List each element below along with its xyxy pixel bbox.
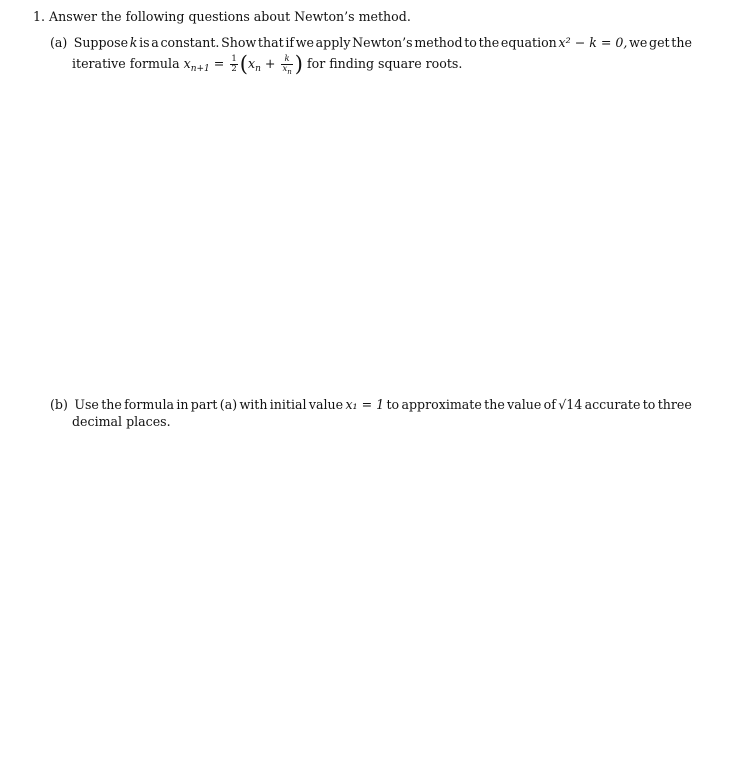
word: formula (124, 397, 174, 412)
text-iterative-formula: iterative formula (72, 56, 180, 71)
text-decimal-places: decimal places. (72, 414, 171, 429)
part-b-line-2 (50, 413, 700, 430)
part-a (50, 34, 700, 74)
word: a (151, 35, 159, 50)
word: part (190, 397, 218, 412)
formula-plus: + (260, 56, 280, 71)
word: apply (315, 35, 351, 50)
text-for-finding: for finding square roots. (306, 56, 463, 71)
word: accurate (584, 397, 641, 412)
word: is (139, 35, 150, 50)
formula (183, 52, 307, 76)
part-a-line-1 (50, 34, 692, 51)
fraction-one-half (230, 55, 237, 74)
den-sub-n: n (287, 68, 292, 76)
word: three (657, 397, 692, 412)
word: method (414, 35, 463, 50)
equation-x2-minus-k: x² − k = 0, (558, 35, 628, 50)
initial-value-x1: x₁ = 1 (345, 397, 385, 412)
word: to (642, 397, 656, 412)
part-a-label: (a) (50, 35, 68, 50)
fraction-numerator: k (281, 55, 292, 65)
formula-sub-n1: n+1 (190, 64, 210, 74)
word: Newton’s (352, 35, 413, 50)
fraction-numerator: 1 (231, 54, 237, 64)
formula-xn: x (247, 56, 256, 71)
part-b-label: (b) (50, 397, 68, 412)
part-a-line-2 (50, 54, 700, 74)
word: equation (500, 35, 557, 50)
left-paren: ( (239, 52, 248, 76)
word: Show (221, 35, 257, 50)
word: (a) (219, 397, 238, 412)
word: that (257, 35, 284, 50)
problem-intro: Answer the following questions about Newton’s method. (49, 9, 411, 24)
formula-sub-n: n (255, 64, 261, 74)
part-b (50, 396, 700, 430)
word: the (671, 35, 692, 50)
word: we (295, 35, 314, 50)
word: we (629, 35, 648, 50)
word: Use (74, 397, 99, 412)
fraction-denominator: 2 (231, 64, 237, 74)
word: value (308, 397, 344, 412)
word: initial (269, 397, 307, 412)
word: of (543, 397, 556, 412)
word: the (101, 397, 122, 412)
sqrt-14: √14 (558, 397, 583, 412)
word: with (239, 397, 268, 412)
formula-x: x (183, 56, 191, 71)
math-k: k (129, 35, 138, 50)
formula-equals: = (209, 56, 229, 71)
word: approximate (401, 397, 482, 412)
word: constant. (160, 35, 220, 50)
word: to (464, 35, 477, 50)
part-b-line-1 (50, 396, 692, 413)
problem-header (33, 9, 411, 25)
right-paren: ) (294, 52, 303, 76)
word: to (386, 397, 400, 412)
word: value (507, 397, 542, 412)
word: get (649, 35, 670, 50)
word: Suppose (73, 35, 129, 50)
fraction-denominator (281, 65, 292, 74)
fraction-k-over-xn (281, 55, 292, 74)
problem-number: 1. (33, 9, 46, 24)
word: in (176, 397, 189, 412)
word: the (484, 397, 505, 412)
den-x: x (282, 64, 288, 74)
word: the (478, 35, 500, 50)
word: if (285, 35, 295, 50)
